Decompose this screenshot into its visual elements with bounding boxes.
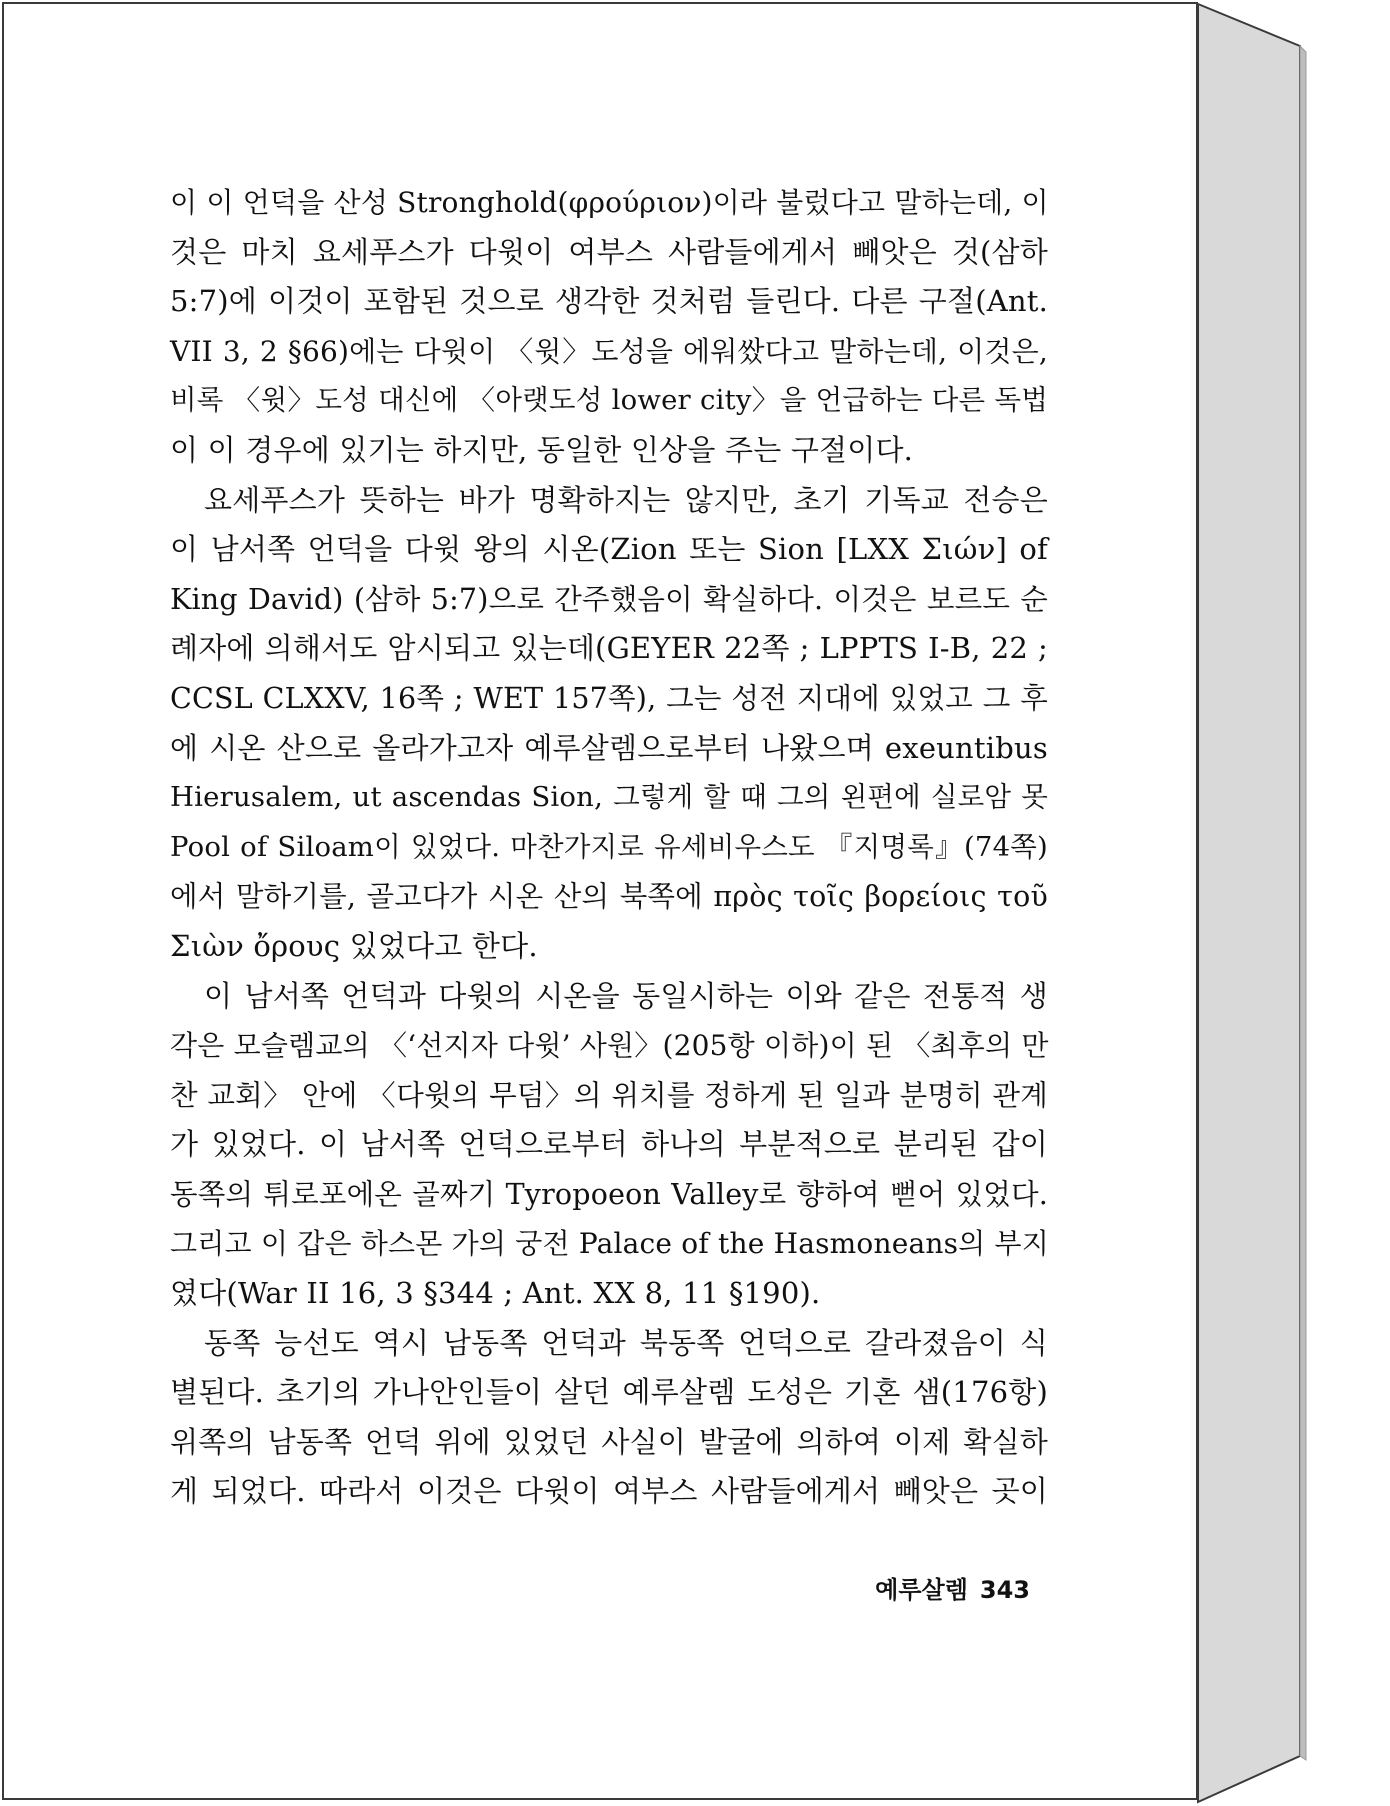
text-line: 비록 〈윗〉도성 대신에 〈아랫도성 lower city〉을 언급하는 다른 독법: [170, 384, 1048, 417]
text-line: 찬 교회〉 안에 〈다윗의 무덤〉의 위치를 정하게 된 일과 분명히 관계: [170, 1078, 1048, 1112]
text-line: Pool of Siloam이 있었다. 마찬가지로 유세비우스도 『지명록』(74쪽): [170, 830, 1048, 863]
text-line: 가 있었다. 이 남서쪽 언덕으로부터 하나의 부분적으로 분리된 갑이: [170, 1127, 1048, 1162]
text-line: 위쪽의 남동쪽 언덕 위에 있었던 사실이 발굴에 의하여 이제 확실하: [170, 1424, 1048, 1459]
text-line: King David) (삼하 5:7)으로 간주했음이 확실하다. 이것은 보르도 순: [170, 582, 1048, 616]
text-line: 이 이 경우에 있기는 하지만, 동일한 인상을 주는 구절이다.: [170, 432, 914, 467]
paragraph-start: 이 남서쪽 언덕과 다윗의 시온을 동일시하는 이와 같은 전통적 생: [204, 978, 1048, 1013]
text-line: 것은 마치 요세푸스가 다윗이 여부스 사람들에게서 빼앗은 것(삼하: [170, 234, 1048, 269]
text-line: Hierusalem, ut ascendas Sion, 그렇게 할 때 그의 왼편에 실로암 못: [170, 781, 1048, 814]
text-line: VII 3, 2 §66)에는 다윗이 〈윗〉도성을 에워쌌다고 말하는데, 이것은,: [170, 334, 1048, 368]
text-line: Σιὼν ὄρους 있었다고 한다.: [170, 928, 538, 963]
text-line: 각은 모슬렘교의 〈‘선지자 다윗’ 사원〉(205항 이하)이 된 〈최후의 만: [170, 1029, 1049, 1063]
text-line: 에서 말하기를, 골고다가 시온 산의 북쪽에 πρὸς τοῖς βορείοις τοῦ: [170, 880, 1048, 914]
text-line: 5:7)에 이것이 포함된 것으로 생각한 것처럼 들린다. 다른 구절(Ant.: [170, 284, 1048, 319]
text-line: 였다(War II 16, 3 §344 ; Ant. XX 8, 11 §190).: [170, 1276, 821, 1311]
text-line: 에 시온 산으로 올라가고자 예루살렘으로부터 나왔으며 exeuntibus: [170, 730, 1048, 765]
text-line: 별된다. 초기의 가나안인들이 살던 예루살렘 도성은 기혼 샘(176항): [170, 1375, 1048, 1410]
text-line: 이 이 언덕을 산성 Stronghold(φρούριον)이라 불렀다고 말하는데, 이: [170, 186, 1049, 219]
text-line: 례자에 의해서도 암시되고 있는데(GEYER 22쪽 ; LPPTS I-B, 22 ;: [170, 631, 1048, 666]
running-head: 예루살렘: [875, 1576, 968, 1604]
text-line: 동쪽의 튀로포에온 골짜기 Tyropoeon Valley로 향하여 뻗어 있었다.: [170, 1177, 1048, 1211]
paragraph-start: 요세푸스가 뜻하는 바가 명확하지는 않지만, 초기 기독교 전승은: [204, 482, 1048, 517]
page-footer: [860, 1570, 1030, 1605]
paragraph-start: 동쪽 능선도 역시 남동쪽 언덕과 북동쪽 언덕으로 갈라졌음이 식: [204, 1325, 1048, 1360]
page-number: 343: [979, 1576, 1030, 1604]
text-line: 게 되었다. 따라서 이것은 다윗이 여부스 사람들에게서 빼앗은 곳이: [170, 1474, 1048, 1509]
text-line: 이 남서쪽 언덕을 다윗 왕의 시온(Zion 또는 Sion [LXX Σιών] of: [170, 532, 1048, 567]
text-line: CCSL CLXXV, 16쪽 ; WET 157쪽), 그는 성전 지대에 있었고 그 후: [170, 681, 1048, 715]
body-text: [170, 178, 1048, 1517]
text-line: 그리고 이 갑은 하스몬 가의 궁전 Palace of the Hasmoneans의 부지: [170, 1227, 1050, 1261]
